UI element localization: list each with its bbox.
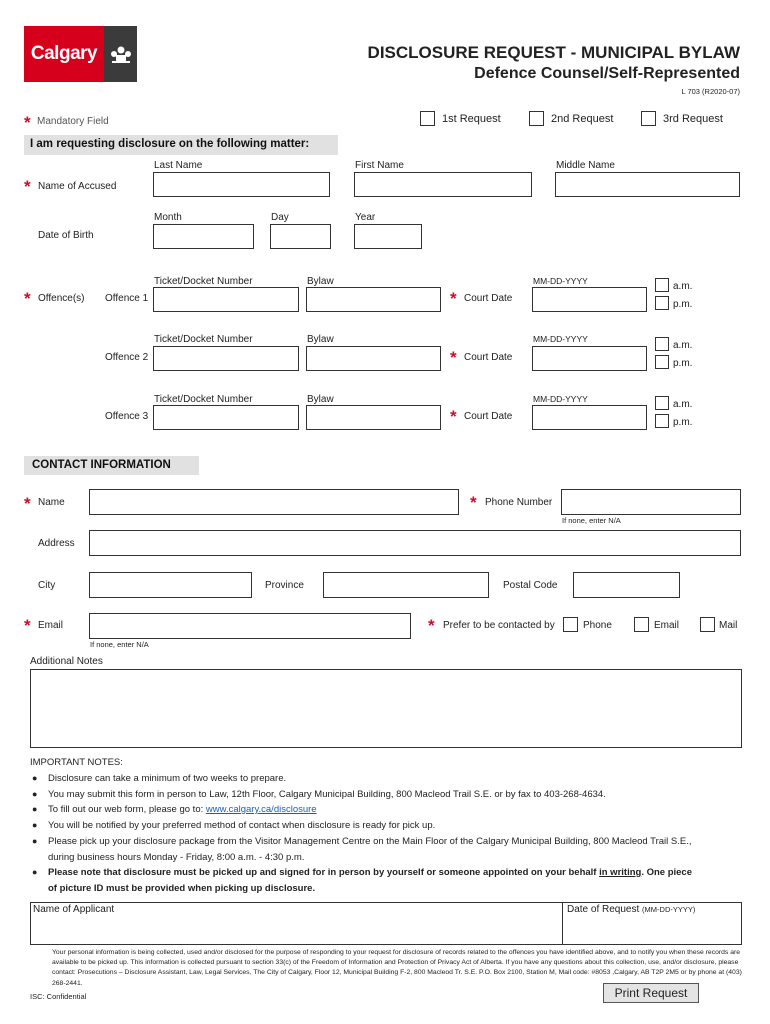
phone-hint: If none, enter N/A — [562, 516, 621, 525]
offence-2-ticket-input[interactable] — [153, 346, 299, 371]
offence-2-bylaw-input[interactable] — [306, 346, 441, 371]
bullet-icon: ● — [32, 820, 38, 830]
email-hint: If none, enter N/A — [90, 640, 149, 649]
note-web-text: To fill out our web form, please go to: — [48, 804, 206, 815]
required-asterisk: * — [428, 616, 435, 635]
offence-2-label: Offence 2 — [105, 352, 149, 363]
am-label: a.m. — [673, 399, 693, 410]
email-label: Email — [38, 620, 64, 631]
email-input[interactable] — [89, 613, 411, 639]
name-of-applicant-label: Name of Applicant — [33, 904, 115, 915]
postal-code-label: Postal Code — [503, 580, 558, 591]
note-item-bold-continued: of picture ID must be provided when picking up disclosure. — [48, 883, 316, 894]
note-item-web — [48, 804, 317, 815]
date-of-request-format: (MM-DD-YYYY) — [642, 905, 696, 914]
court-date-label: Court Date — [464, 352, 513, 363]
month-label: Month — [154, 212, 182, 223]
mandatory-field-label: Mandatory Field — [37, 116, 109, 127]
offences-label: Offence(s) — [38, 293, 85, 304]
note-item-continued: during business hours Monday - Friday, 8:00 a.m. - 4:30 p.m. — [48, 852, 305, 863]
court-date-label: Court Date — [464, 293, 513, 304]
date-of-request-input[interactable] — [565, 914, 740, 943]
city-input[interactable] — [89, 572, 252, 598]
prefer-phone-label: Phone — [583, 620, 612, 631]
offence-1-bylaw-input[interactable] — [306, 287, 441, 312]
third-request-label: 3rd Request — [663, 113, 723, 125]
disclosure-web-link[interactable]: www.calgary.ca/disclosure — [205, 804, 317, 815]
offence-1-pm-checkbox[interactable] — [655, 296, 669, 310]
phone-number-label: Phone Number — [485, 497, 553, 508]
required-asterisk: * — [450, 407, 457, 426]
note-item: Please pick up your disclosure package from the Visitor Management Centre on the Main Floor of the Calgary Municipal Building, 800 Macleod Trail S.E., — [48, 836, 692, 847]
prefer-email-label: Email — [654, 620, 680, 631]
offence-3-court-date-input[interactable] — [532, 405, 647, 430]
first-request-checkbox[interactable] — [420, 111, 435, 126]
contact-name-label: Name — [38, 497, 65, 508]
province-input[interactable] — [323, 572, 489, 598]
contact-name-input[interactable] — [89, 489, 459, 515]
required-asterisk: * — [24, 289, 31, 308]
prefer-mail-label: Mail — [719, 620, 738, 631]
note-bold-underline: in writing — [599, 867, 642, 878]
pm-label: p.m. — [673, 299, 693, 310]
prefer-contact-label: Prefer to be contacted by — [443, 620, 555, 631]
date-format-label: MM-DD-YYYY — [533, 394, 588, 404]
third-request-checkbox[interactable] — [641, 111, 656, 126]
address-input[interactable] — [89, 530, 741, 556]
page-title: DISCLOSURE REQUEST - MUNICIPAL BYLAW — [367, 43, 740, 62]
day-label: Day — [271, 212, 289, 223]
phone-number-input[interactable] — [561, 489, 741, 515]
offence-3-label: Offence 3 — [105, 411, 149, 422]
first-name-input[interactable] — [354, 172, 532, 197]
last-name-label: Last Name — [154, 160, 203, 171]
contact-section-heading: CONTACT INFORMATION — [24, 456, 199, 475]
required-asterisk: * — [24, 616, 31, 635]
court-date-label: Court Date — [464, 411, 513, 422]
matter-section-heading: I am requesting disclosure on the following matter: — [24, 135, 338, 155]
city-label: City — [38, 580, 56, 591]
date-of-birth-label: Date of Birth — [38, 230, 94, 241]
dob-month-input[interactable] — [153, 224, 254, 249]
note-item-bold — [48, 867, 692, 878]
page-subtitle: Defence Counsel/Self-Represented — [474, 65, 740, 82]
dob-day-input[interactable] — [270, 224, 331, 249]
date-of-request-text: Date of Request — [567, 904, 640, 915]
privacy-notice: Your personal information is being collected, used and/or disclosed for the purpose of responding to your request for disclosure of records related to the offences you have identified above, and to notify you when these records are available to be picked up. This information is collected pursuant to section 33(c) of the Freedom of Information and Protection of Privacy Act of Alberta. If you have any questions about this collection, use, and/or disclosure, please contact: Prosecutions – Disclosure Assistant, Law, Legal Services, The City of Calgary, Floor 12, Municipal Building F-2, 800 Macleod Tr. S.E. P.O. Box 2100, Station M, Mail code: #8053 ,Calgary, AB T2P 2M5 or by phone at (403) 268-2441. — [52, 949, 742, 987]
first-request-label: 1st Request — [442, 113, 501, 125]
bylaw-label: Bylaw — [307, 394, 334, 405]
bullet-icon: ● — [32, 867, 38, 877]
note-item: Disclosure can take a minimum of two weeks to prepare. — [48, 773, 287, 784]
second-request-checkbox[interactable] — [529, 111, 544, 126]
city-crest-icon — [104, 26, 137, 82]
ticket-number-label: Ticket/Docket Number — [154, 394, 253, 405]
prefer-mail-checkbox[interactable] — [700, 617, 715, 632]
note-item: You may submit this form in person to Law, 12th Floor, Calgary Municipal Building, 800 Macleod Trail S.E. or by fax to 403-268-4634. — [48, 789, 606, 800]
offence-1-am-checkbox[interactable] — [655, 278, 669, 292]
offence-1-ticket-input[interactable] — [153, 287, 299, 312]
offence-3-ticket-input[interactable] — [153, 405, 299, 430]
address-label: Address — [38, 538, 75, 549]
additional-notes-label: Additional Notes — [30, 656, 103, 667]
offence-1-label: Offence 1 — [105, 293, 149, 304]
name-of-applicant-input[interactable] — [32, 914, 560, 943]
note-bold-part-b: . One piece — [641, 867, 692, 878]
bullet-icon: ● — [32, 836, 38, 846]
logo-wordmark: Calgary — [24, 26, 104, 82]
offence-2-am-checkbox[interactable] — [655, 337, 669, 351]
offence-1-court-date-input[interactable] — [532, 287, 647, 312]
ticket-number-label: Ticket/Docket Number — [154, 334, 253, 345]
offence-3-pm-checkbox[interactable] — [655, 414, 669, 428]
required-asterisk: * — [470, 493, 477, 512]
additional-notes-textarea[interactable] — [30, 669, 742, 748]
postal-code-input[interactable] — [573, 572, 680, 598]
required-asterisk: * — [24, 113, 31, 132]
print-request-button[interactable]: Print Request — [603, 983, 699, 1003]
required-asterisk: * — [24, 494, 31, 513]
bullet-icon: ● — [32, 789, 38, 799]
prefer-phone-checkbox[interactable] — [563, 617, 578, 632]
required-asterisk: * — [450, 348, 457, 367]
note-item: You will be notified by your preferred method of contact when disclosure is ready for pick up. — [48, 820, 436, 831]
date-format-label: MM-DD-YYYY — [533, 276, 588, 286]
second-request-label: 2nd Request — [551, 113, 614, 125]
pm-label: p.m. — [673, 417, 693, 428]
note-bold-part-a: Please note that disclosure must be picked up and signed for in person by yourself or someone appointed on your behalf — [48, 867, 600, 878]
offence-3-bylaw-input[interactable] — [306, 405, 441, 430]
bullet-icon: ● — [32, 804, 38, 814]
required-asterisk: * — [24, 177, 31, 196]
dob-year-input[interactable] — [354, 224, 422, 249]
am-label: a.m. — [673, 340, 693, 351]
pm-label: p.m. — [673, 358, 693, 369]
last-name-input[interactable] — [153, 172, 330, 197]
ticket-number-label: Ticket/Docket Number — [154, 276, 253, 287]
prefer-email-checkbox[interactable] — [634, 617, 649, 632]
isc-confidential: ISC: Confidential — [30, 992, 87, 1001]
province-label: Province — [265, 580, 304, 591]
bylaw-label: Bylaw — [307, 334, 334, 345]
required-asterisk: * — [450, 289, 457, 308]
bylaw-label: Bylaw — [307, 276, 334, 287]
offence-2-court-date-input[interactable] — [532, 346, 647, 371]
name-of-accused-label: Name of Accused — [38, 181, 117, 192]
calgary-logo — [24, 26, 137, 82]
form-number: L 703 (R2020-07) — [681, 87, 740, 96]
bullet-icon: ● — [32, 773, 38, 783]
offence-3-am-checkbox[interactable] — [655, 396, 669, 410]
first-name-label: First Name — [355, 160, 404, 171]
notes-heading: IMPORTANT NOTES: — [30, 757, 123, 768]
date-format-label: MM-DD-YYYY — [533, 334, 588, 344]
middle-name-input[interactable] — [555, 172, 740, 197]
signature-divider — [562, 902, 563, 945]
year-label: Year — [355, 212, 376, 223]
offence-2-pm-checkbox[interactable] — [655, 355, 669, 369]
middle-name-label: Middle Name — [556, 160, 615, 171]
am-label: a.m. — [673, 281, 693, 292]
